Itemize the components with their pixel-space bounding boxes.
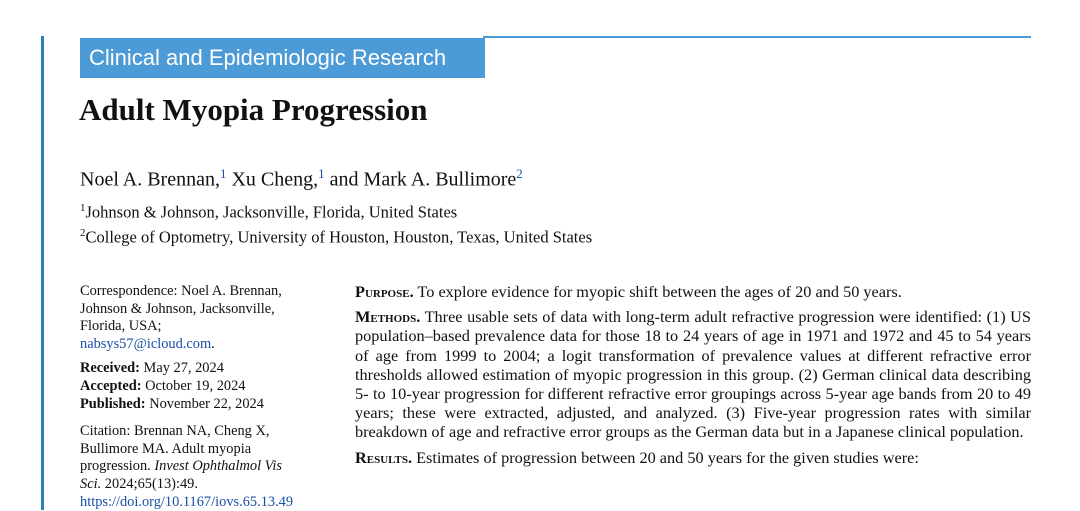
author-affiliation-marker[interactable]: 2: [516, 166, 523, 181]
citation-line: Citation: Brennan NA, Cheng X,: [80, 423, 270, 440]
journal-name-cont: Sci.: [80, 475, 102, 492]
article-title: Adult Myopia Progression: [79, 92, 428, 127]
methods-heading: Methods.: [355, 307, 421, 327]
citation-line: Bullimore MA. Adult myopia: [80, 440, 252, 457]
published-label: Published:: [80, 395, 146, 412]
correspondence-line: Johnson & Johnson, Jacksonville,: [80, 300, 275, 317]
doi-link[interactable]: https://doi.org/10.1167/iovs.65.13.49: [80, 493, 294, 510]
accepted-line: [80, 378, 342, 396]
affiliation-text: Johnson & Johnson, Jacksonville, Florida, United States: [85, 202, 458, 222]
author-name: Noel A. Brennan,: [80, 168, 220, 191]
email-suffix: .: [211, 335, 215, 352]
published-date: November 22, 2024: [149, 395, 264, 412]
author-affiliation-marker[interactable]: 1: [318, 166, 325, 181]
purpose-heading: Purpose.: [355, 282, 414, 301]
author-list: [80, 160, 523, 194]
author-name: Xu Cheng,: [231, 168, 319, 191]
author-affiliation-marker[interactable]: 1: [219, 166, 227, 181]
correspondence-line: Florida, USA;: [80, 318, 162, 335]
correspondence-email-line: [80, 336, 342, 354]
results-text: Estimates of progression between 20 and 50 years for the given studies were:: [416, 447, 919, 467]
received-date: May 27, 2024: [143, 360, 224, 377]
received-line: [80, 360, 342, 378]
results-heading: Results.: [355, 447, 413, 467]
citation-line: [80, 458, 342, 476]
received-label: Received:: [80, 360, 140, 377]
accepted-label: Accepted:: [80, 377, 142, 394]
affiliation-number: 2: [80, 226, 86, 239]
accepted-date: October 19, 2024: [145, 377, 246, 394]
correspondence-line: Correspondence: Noel A. Brennan,: [80, 283, 282, 299]
affiliations: [80, 198, 592, 247]
citation-line: [80, 476, 342, 494]
affiliation-number: 1: [80, 202, 86, 214]
citation-volume: 2024;65(13):49.: [104, 475, 198, 492]
abstract-methods: [355, 307, 1031, 441]
top-accent-rule: [483, 36, 1031, 38]
journal-name: Invest Ophthalmol Vis: [154, 458, 282, 475]
article-sidebar: [80, 283, 342, 511]
affiliation-line: [80, 198, 592, 223]
affiliation-line: [80, 223, 592, 248]
author-name: and Mark A. Bullimore: [329, 168, 517, 191]
abstract: [355, 282, 1031, 473]
methods-text: Three usable sets of data with long-term adult refractive progression were identified: (1) US population–based prevalence data for those 18 to 24 years of age in 1971 and 1972 and 45 to 54 years of age from 1999 to 2004; a logit transformation of prevalence values at different refractive error thresholds allowed estimation of myopic progression in this group. (2) German clinical data describing 5- to 10-year progression for different refractive error groupings across 5-year age bands from 20 to 49 years; these were extracted, adjusted, and analyzed. (3) Five-year progression rates with similar breakdown of age and refractive error groups as the German data but in a Japanese clinical population.: [355, 307, 1031, 442]
affiliation-text: College of Optometry, University of Houston, Houston, Texas, United States: [85, 227, 593, 246]
section-label: Clinical and Epidemiologic Research: [80, 38, 485, 78]
left-accent-rule: [41, 36, 44, 510]
abstract-purpose: [355, 282, 1031, 301]
published-line: [80, 396, 342, 414]
email-link[interactable]: nabsys57@icloud.com: [80, 335, 212, 352]
abstract-results: [355, 448, 1031, 467]
purpose-text: To explore evidence for myopic shift between the ages of 20 and 50 years.: [417, 282, 902, 301]
doi-line: [80, 494, 342, 511]
citation-prefix: progression.: [80, 458, 151, 475]
